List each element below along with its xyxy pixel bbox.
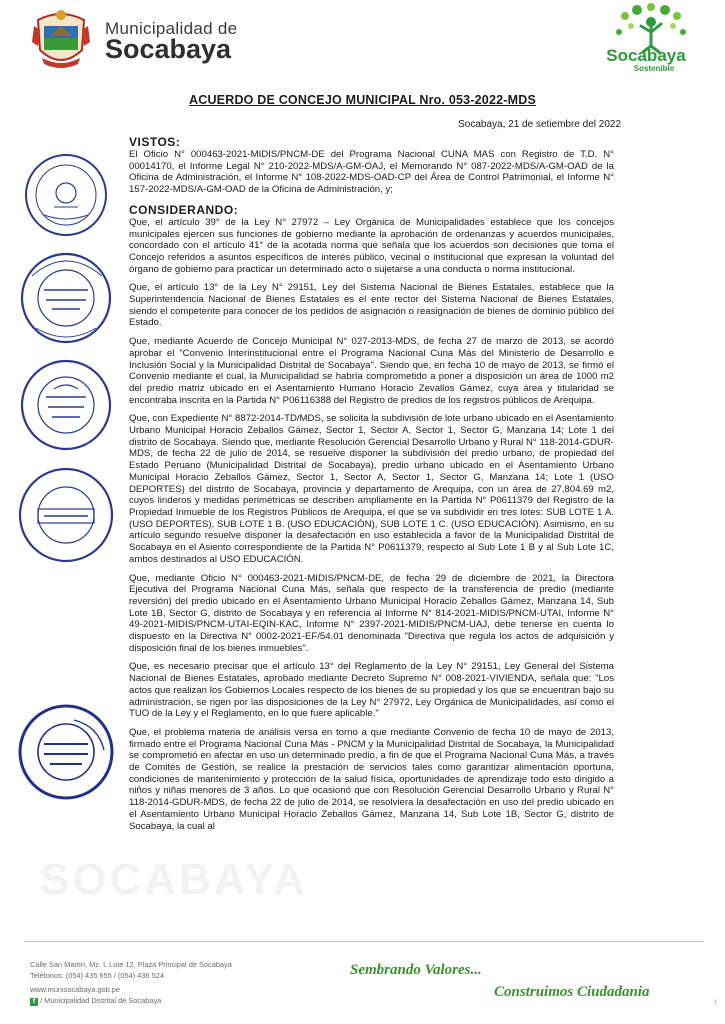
municipality-name: Socabaya [105,34,232,64]
considerando-heading: CONSIDERANDO: [129,202,239,217]
document-body [129,135,614,839]
considerando-paragraph: Que, el problema materia de análisis versa en torno a que mediante Convenio de fecha 10 de mayo de 2013, firmado entre el Programa Nacional Cuna Más - PNCM y la Municipalidad Distrital de Socabaya, la Municipalidad se comprometió en afectar en uso un determinado predio, a fin de que el Programa Nacional Cuna Más, a través de Comités de Gestión, se realice la prestación de servicios tales como garantizar alimentación oportuna, condiciones de mantenimiento y protección de la salud física, oportunidades de aprendizaje todo esto dirigido a niños y niñas menores de 3 años. Lo que ocasionó que con Resolución Gerencial Desarrollo Urbano y Rural N° 118-2014-GDUR-MDS, de fecha 22 de julio de 2014, se resolviera la desafectación en uso del predio ubicado en el Asentamiento Urbano Municipal Horacio Zeballos Gámez, Manzana 14, Sub Lote 1B, Sector G, distrito de Socabaya, la cual al [129,726,614,832]
footer-address: Calle San Martín, Mz. L Lote 12, Plaza Principal de Socabaya [30,960,232,969]
slogan-line-1: Sembrando Valores... [350,962,482,978]
gerencia-municipal-seal-stamp [14,246,118,351]
page-number: 1 [714,1000,718,1006]
facebook-icon: f [30,998,38,1006]
background-watermark: SOCABAYA [40,855,308,904]
considerando-paragraph: Que, es necesario precisar que el artículo 13° del Reglamento de la Ley N° 29151, Ley General del Sistema Nacional de Bienes Estatales, aprobado mediante Decreto Supremo N° 008-2021-VIVIENDA, señala que: "Los actos que realizan los Gobiernos Locales respecto de los bienes de su propiedad y los que se encuentran bajo su administración, se rigen por las disposiciones de la Ley N° 27972, Ley Orgánica de Municipalidades, así como el TUO de la Ley y el Reglamento, en lo que fuere aplicable." [129,661,614,720]
footer-divider [24,941,704,942]
footer-website: www.munisocabaya.gob.pe [30,985,120,994]
alcaldia-seal-stamp [14,145,118,250]
sostenible-brand-name: Socabaya [606,46,686,65]
vistos-heading: VISTOS: [129,135,181,149]
footer-phones: Teléfonos: (054) 435 655 / (054) 436 524 [30,971,164,980]
considerando-paragraph: Que, el artículo 13° de la Ley N° 29151, Ley del Sistema Nacional de Bienes Estatales, establece que la Superintendencia Nacional de Bienes Estatales es el ente rector del Sistema Nacional de Bienes Estatales, siendo el competente para conocer de los pedidos de asignación o reasignación de bienes de dominio público del Estado. [129,282,614,329]
considerando-paragraph: Que, el artículo 39° de la Ley N° 27972 – Ley Orgánica de Municipalidades establece que los concejos municipales ejercen sus funciones de gobierno mediante la aprobación de ordenanzas y acuerdos municipales, concordado con el artículo 41° de la acotada norma que señala que los acuerdos son decisiones que toma el Concejo referidos a asuntos específicos de interés público, vecinal o institucional que expresan la voluntad del órgano de gobierno para practicar un determinado acto o sujetarse a una conducta o norma institucional. [129,216,614,275]
asesoria-juridica-seal-stamp [14,355,118,460]
municipal-coat-of-arms-logo [30,6,92,72]
footer-social-label: / Municipalidad Distrital de Socabaya [40,996,162,1005]
municipality-label: Municipalidad de [105,19,238,38]
slogan-line-2: Construimos Ciudadania [494,984,650,1000]
document-title: ACUERDO DE CONCEJO MUNICIPAL Nro. 053-2022-MDS [189,93,536,107]
sostenible-brand-tagline: Sostenible [633,64,675,73]
footer-social [30,996,161,1006]
considerando-paragraph: Que, mediante Oficio N° 000463-2021-MIDIS/PNCM-DE, de fecha 29 de diciembre de 2021, la Directora Ejecutiva del Programa Nacional Cuna Más, señala que respecto de la transferencia de predio (mediante reversión) del predio ubicado en el Asentamiento Urbano Municipal Horacio Zeballos Gámez, Manzana 14, Sub Lote 1B, Sector G, distrito de Socabaya y en referencia al Informe N° 814-2021-MIDIS/PNCM-UTAI, Informe N° 49-2021-MIDIS/PNCM-UTAI-EQIN-KAC, Informe N° 2397-2021-MIDIS/PNCM-UAJ, debe tenerse en cuenta lo dispuesto en la Directiva N° 0002-2021-EF/54.01 denominada "Directiva que regula los actos de adquisición y disposición final de los bienes inmuebles". [129,572,614,654]
secretaria-general-seal-stamp [14,700,118,809]
vistos-paragraph: El Oficio N° 000463-2021-MIDIS/PNCM-DE del Programa Nacional CUNA MAS con Registro de T.D. N° 00014170, el Informe Legal N° 210-2022-MDS/A-GM-OAJ, el Memorando N° 087-2022-MDS/A-GM-OAD de la Oficina de Administración, el Informe N° 108-2022-MDS-OAD-CP del Área de Control Patrimonial, el Informe N° 157-2022-MDS/A-GM-OAD de la Oficina de Administración, y; [129,149,614,196]
administracion-seal-stamp [14,463,118,572]
document-date: Socabaya, 21 de setiembre del 2022 [458,119,621,130]
considerando-paragraph: Que, mediante Acuerdo de Concejo Municipal N° 027-2013-MDS, de fecha 27 de marzo de 2013, se acordó aprobar el "Convenio Interinstitucional entre el Programa Nacional Cuna Más del Ministerio de Desarrollo e Inclusión Social y la Municipalidad Distrital de Socabaya". Siendo que, en fecha 10 de mayo de 2013, se firmó el Convenio mediante el cual, la Municipalidad se habría comprometido a poner a disposición un área de 1000 m2 del predio matriz ubicado en el Asentamiento Humano Horacio Zevallos Gámez, cuya área y titularidad se encontraba inscrita en la Partida N° P06116388 del Registro de predios de los registros públicos de Arequipa. [129,336,614,406]
considerando-paragraph: Que, con Expediente N° 8872-2014-TD/MDS, se solicita la subdivisión de lote urbano ubicado en el Asentamiento Urbano Municipal Horacio Zeballos Gámez, Sector 1, Sector A, Sector 1, Sector G, Manzana 14; Lote 1 del distrito de Socabaya. Siendo que, mediante Resolución Gerencial Desarrollo Urbano y Rural N° 118-2014-GDUR-MDS, de fecha 22 de julio de 2014, se resuelve disponer la subdivisión del predio urbano, de propiedad del Estado Peruano (Municipalidad Distrital de Socabaya), predio urbano ubicado en el Asentamiento Urbano Municipal Horacio Zeballos Gámez, Sector 1, Sector A, Sector 1, Sector G, Manzana 14; Lote 1 (USO DEPORTES) del distrito de Socabaya, provincia y departamento de Arequipa, con un área de 27,804.69 m2, cuyos linderos y medidas perimétricas se describen ampliamente en la Partida N° P0611379 del Registro de la Propiedad Inmueble de los Registros Públicos de Arequipa, el que se va subdividir en tres lotes: SUB LOTE 1 A. (USO DEPORTES), SUB LOTE 1 B. (USO EDUCACIÓN), SUB LOTE 1 C. (USO EDUCACIÓN). Asimismo, en su artículo segundo resuelve disponer la desafectación en uso establecida a favor de la Municipalidad Distrital de Socabaya en el Asiento correspondiente de la Partida N° P0611379, respecto al Sub Lote 1 B y al Sub Lote 1C, ambos destinados al USO EDUCACIÓN. [129,413,614,565]
